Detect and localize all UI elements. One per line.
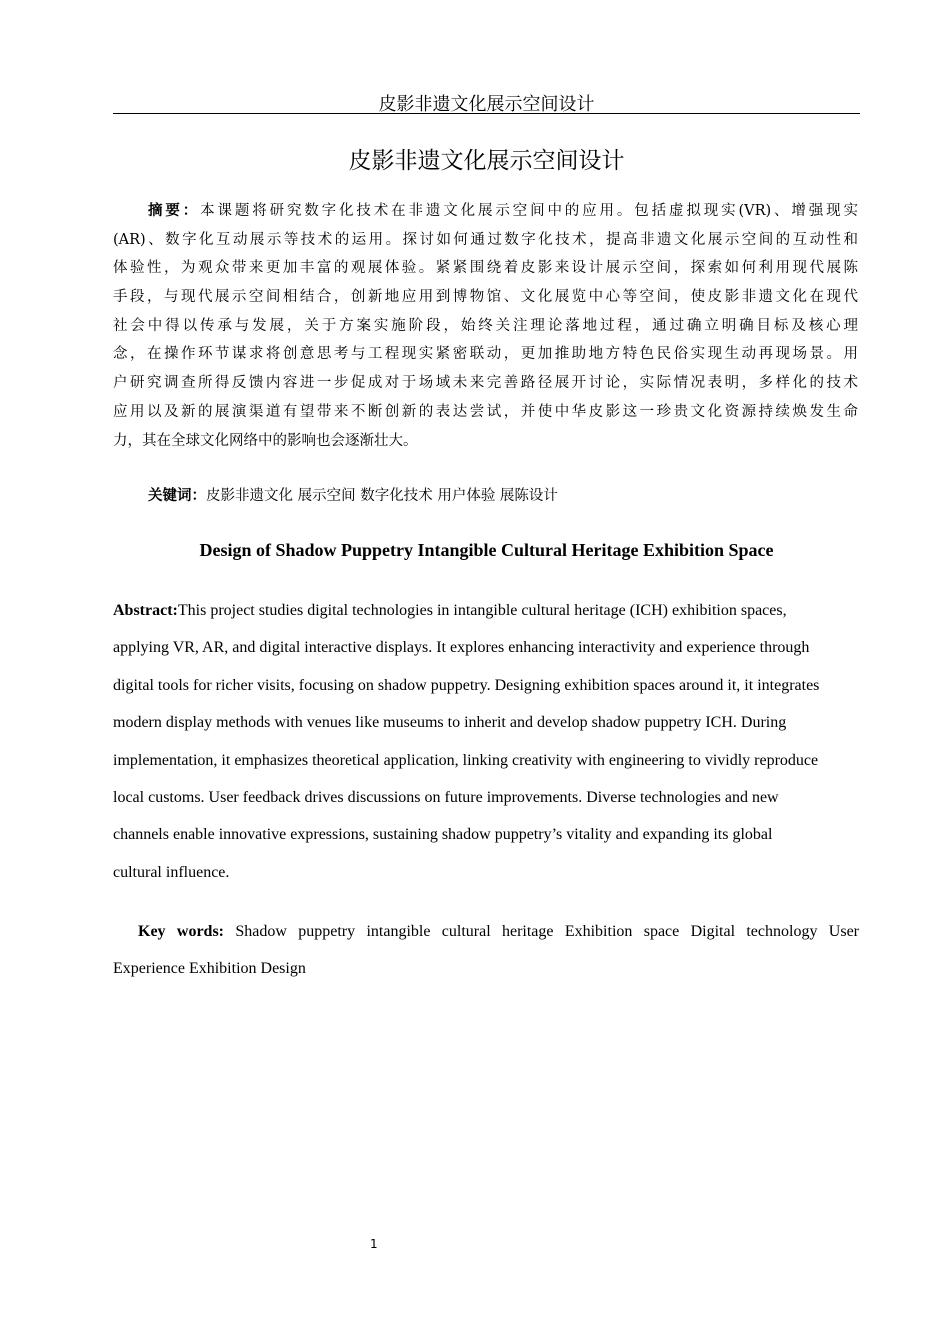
running-header: 皮影非遗文化展示空间设计 — [378, 94, 595, 115]
abstract-en-line: applying VR, AR, and digital interactive displays. It explores enhancing interactivity and experience through — [113, 639, 810, 657]
keywords-en-text: Experience Exhibition Design — [113, 960, 306, 978]
abstract-cn-label: 摘要： — [148, 202, 201, 219]
abstract-cn — [113, 199, 858, 457]
abstract-en-line: local customs. User feedback drives discussions on future improvements. Diverse technologies and new — [113, 788, 779, 806]
abstract-cn-line: 户研究调查所得反馈内容进一步促成对于场域未来完善路径展开讨论，实际情况表明，多样化的技术 — [113, 375, 858, 392]
page-title-en: Design of Shadow Puppetry Intangible Cultural Heritage Exhibition Space — [199, 540, 774, 560]
abstract-cn-line: (AR)、数字化互动展示等技术的运用。探讨如何通过数字化技术，提高非遗文化展示空间的互动性和 — [113, 231, 858, 248]
keywords-en-label: Key words: — [138, 923, 224, 940]
abstract-cn-line: 力，其在全球文化网络中的影响也会逐渐壮大。 — [113, 432, 418, 449]
abstract-en-line: implementation, it emphasizes theoretical application, linking creativity with engineering to vividly reproduce — [113, 751, 819, 769]
header-divider — [113, 113, 860, 114]
abstract-en — [113, 601, 860, 900]
page-title-cn: 皮影非遗文化展示空间设计 — [348, 148, 625, 174]
abstract-cn-line: 社会中得以传承与发展，关于方案实施阶段，始终关注理论落地过程，通过确立明确目标及核心理 — [113, 317, 858, 334]
abstract-en-line: cultural influence. — [113, 863, 230, 881]
keywords-en — [113, 922, 859, 997]
keywords-en-text: Shadow puppetry intangible cultural heritage Exhibition space Digital technology User — [235, 923, 860, 940]
abstract-cn-line: 手段，与现代展示空间相结合，创新地应用到博物馆、文化展览中心等空间，使皮影非遗文化在现代 — [113, 289, 858, 306]
abstract-en-line: digital tools for richer visits, focusing on shadow puppetry. Designing exhibition spaces around it, it integrates — [113, 676, 820, 694]
keywords-cn-label: 关键词： — [148, 487, 206, 504]
abstract-cn-line: 应用以及新的展演渠道有望带来不断创新的表达尝试，并使中华皮影这一珍贵文化资源持续焕发生命 — [113, 403, 858, 420]
abstract-en-line: channels enable innovative expressions, sustaining shadow puppetry’s vitality and expanding its global — [113, 826, 773, 844]
abstract-en-line: modern display methods with venues like museums to inherit and develop shadow puppetry ICH. During — [113, 714, 787, 732]
keywords-cn-text: 皮影非遗文化 展示空间 数字化技术 用户体验 展陈设计 — [206, 488, 558, 504]
abstract-cn-line: 摘要：本课题将研究数字化技术在非遗文化展示空间中的应用。包括虚拟现实(VR)、增强现实 — [148, 202, 859, 219]
keywords-cn — [148, 484, 558, 505]
abstract-cn-line: 体验性，为观众带来更加丰富的观展体验。紧紧围绕着皮影来设计展示空间，探索如何利用现代展陈 — [113, 260, 858, 277]
abstract-en-line: Abstract:This project studies digital technologies in intangible cultural heritage (ICH) exhibition spaces, — [113, 602, 787, 619]
abstract-en-label: Abstract: — [113, 602, 178, 619]
abstract-cn-line: 念，在操作环节谋求将创意思考与工程现实紧密联动，更加推助地方特色民俗实现生动再现场景。用 — [113, 346, 858, 363]
page-number: 1 — [370, 1237, 378, 1251]
